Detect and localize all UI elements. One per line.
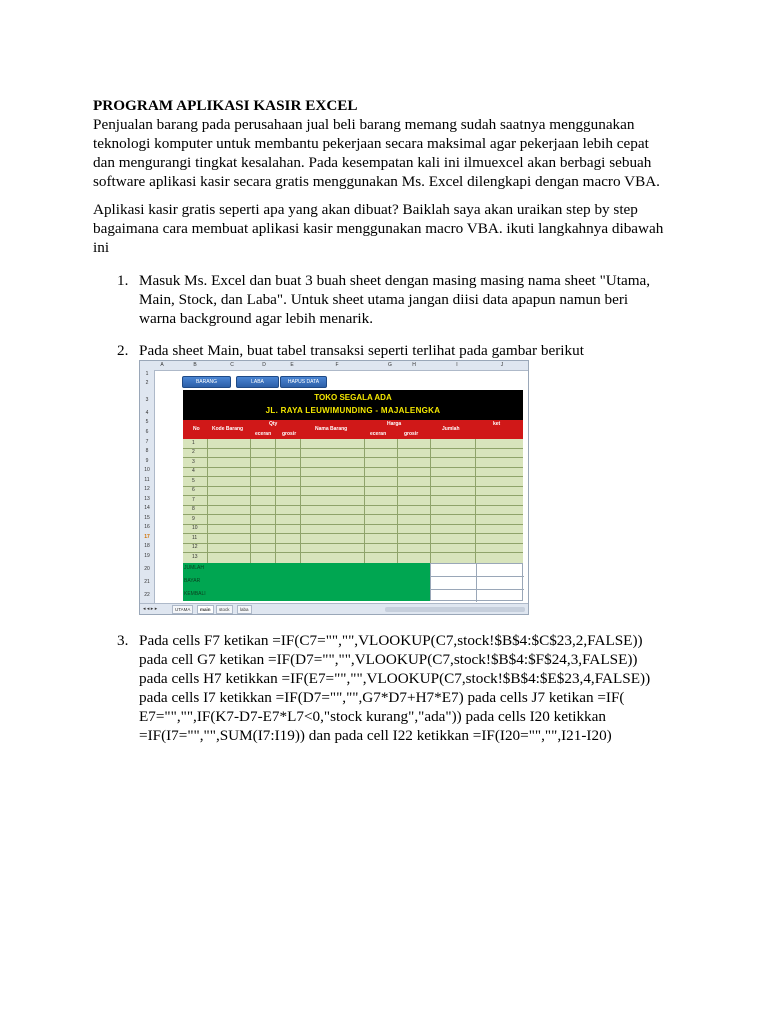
step-line: pada cells I7 ketikkan =IF(D7="","",G7*D7+H7*E7) pada cells J7 ketikan =IF(	[139, 689, 625, 706]
header-no: No	[193, 426, 200, 432]
summary-area	[183, 563, 430, 601]
column-header: H	[412, 362, 416, 368]
item-number: 4	[192, 468, 195, 474]
grid-line	[183, 476, 523, 477]
grid-line	[183, 514, 523, 515]
row-number: 8	[145, 448, 149, 454]
item-number: 10	[192, 525, 198, 531]
column-header: A	[160, 362, 164, 368]
row-number: 21	[144, 579, 150, 585]
intro-line: dan mengurangi tingkat kesalahan. Pada kesempatan kali ini ilmuexcel akan berbagi sebuah	[93, 154, 652, 171]
header-kode-barang: Kode Barang	[212, 426, 244, 432]
column-header: F	[335, 362, 339, 368]
grid-line	[183, 524, 523, 525]
header-harga-grosir: grosir	[404, 431, 419, 437]
column-header: C	[230, 362, 234, 368]
row-number: 9	[145, 458, 149, 464]
row-number: 10	[144, 467, 150, 473]
step-line: Pada sheet Main, buat tabel transaksi seperti terlihat pada gambar berikut	[139, 342, 584, 359]
table-header	[183, 420, 523, 439]
horizontal-scrollbar[interactable]	[385, 607, 525, 612]
step-number: 2.	[117, 342, 129, 359]
row-number: 2	[145, 380, 149, 386]
summary-label-jumlah: JUMLAH	[184, 565, 205, 571]
item-number: 3	[192, 459, 195, 465]
grid-line	[183, 543, 523, 544]
header-qty-grosir: grosir	[282, 431, 297, 437]
column-header: D	[262, 362, 266, 368]
row-number: 13	[144, 496, 150, 502]
row-number: 17	[144, 534, 150, 540]
store-banner	[183, 390, 523, 420]
row-number: 5	[145, 419, 149, 425]
step-number: 3.	[117, 632, 129, 649]
step-line: =IF(I7="","",SUM(I7:I19)) dan pada cell I22 ketikkan =IF(I20="","",I21-I20)	[139, 727, 612, 744]
header-harga: Harga	[387, 421, 402, 427]
sheet-tab-main[interactable]: main	[197, 605, 214, 614]
column-header: G	[388, 362, 392, 368]
row-number: 19	[144, 553, 150, 559]
sheet-tab-stock[interactable]: stock	[216, 605, 233, 614]
header-nama-barang: Nama Barang	[315, 426, 348, 432]
row-number: 16	[144, 524, 150, 530]
item-number: 11	[192, 535, 198, 541]
row-number: 11	[144, 477, 150, 483]
grid-line	[183, 486, 523, 487]
grid-line	[183, 448, 523, 449]
store-address: JL. RAYA LEUWIMUNDING - MAJALENGKA	[265, 406, 441, 415]
item-number: 2	[192, 449, 195, 455]
grid-line	[183, 457, 523, 458]
sheet-tab-bar	[140, 603, 528, 615]
sheet-tab-utama[interactable]: UTAMA	[172, 605, 193, 614]
row-number: 22	[144, 592, 150, 598]
row-number: 3	[145, 397, 149, 403]
intro-line: teknologi komputer untuk membantu pekerjaan secara maksimal agar pekerjaan lebih cepat	[93, 135, 649, 152]
row-number: 14	[144, 505, 150, 511]
step-line: E7="","",IF(K7-D7-E7*L7<0,"stock kurang","ada")) pada cells I20 ketikkan	[139, 708, 606, 725]
grid-line	[431, 576, 524, 577]
step-line: Main, Stock, dan Laba". Untuk sheet utama jangan diisi data apapun namun beri	[139, 291, 629, 308]
column-header: I	[456, 362, 458, 368]
row-number: 6	[145, 429, 149, 435]
barang-button[interactable]: BARANG	[182, 376, 231, 388]
grid-line	[183, 495, 523, 496]
paragraph-line: bagaimana cara membuat aplikasi kasir menggunakan macro VBA. ikuti langkahnya dibawah	[93, 220, 664, 237]
row-number: 12	[144, 486, 150, 492]
row-number: 15	[144, 515, 150, 521]
item-number: 6	[192, 487, 195, 493]
transaction-table-body	[183, 439, 523, 563]
intro-line: Penjualan barang pada perusahaan jual beli barang memang sudah saatnya menggunakan	[93, 116, 635, 133]
grid-line	[431, 589, 524, 590]
column-header: J	[500, 362, 504, 368]
header-qty: Qty	[269, 421, 278, 427]
header-jumlah: Jumlah	[442, 426, 460, 432]
store-name: TOKO SEGALA ADA	[314, 393, 392, 402]
row-number: 18	[144, 543, 150, 549]
item-number: 12	[192, 544, 198, 550]
column-header: E	[290, 362, 294, 368]
step-line: pada cell G7 ketikan =IF(D7="","",VLOOKUP(C7,stock!$B$4:$F$24,3,FALSE))	[139, 651, 638, 668]
item-number: 9	[192, 516, 195, 522]
header-qty-eceran: eceran	[255, 431, 272, 437]
column-header: B	[193, 362, 197, 368]
header-harga-eceran: eceran	[370, 431, 387, 437]
step-number: 1.	[117, 272, 129, 289]
document-title: PROGRAM APLIKASI KASIR EXCEL	[93, 97, 358, 114]
grid-line	[183, 533, 523, 534]
paragraph-line: Aplikasi kasir gratis seperti apa yang akan dibuat? Baiklah saya akan uraikan step by step	[93, 201, 638, 218]
intro-section	[93, 96, 683, 191]
step-line: Pada cells F7 ketikan =IF(C7="","",VLOOKUP(C7,stock!$B$4:$C$23,2,FALSE))	[139, 632, 643, 649]
spreadsheet-screenshot	[139, 360, 529, 615]
step-line: pada cells H7 ketikkan =IF(E7="","",VLOOKUP(C7,stock!$B$4:$E$23,4,FALSE))	[139, 670, 651, 687]
row-number: 1	[145, 371, 149, 377]
tab-nav-arrows-icon[interactable]: ◂ ◂ ▸ ▸	[143, 606, 158, 612]
summary-value-cells[interactable]	[430, 563, 523, 601]
laba-button[interactable]: LABA	[236, 376, 279, 388]
item-number: 7	[192, 497, 195, 503]
hapus-data-button[interactable]: HAPUS DATA	[280, 376, 327, 388]
paragraph-line: ini	[93, 239, 110, 256]
step-line: Masuk Ms. Excel dan buat 3 buah sheet dengan masing masing nama sheet "Utama,	[139, 272, 651, 289]
row-number: 20	[144, 566, 150, 572]
item-number: 13	[192, 554, 198, 560]
row-number: 7	[145, 439, 149, 445]
summary-label-bayar: BAYAR	[184, 578, 201, 584]
grid-line	[183, 505, 523, 506]
item-number: 1	[192, 440, 195, 446]
step-line: warna background agar lebih menarik.	[139, 310, 374, 327]
row-header-bar	[140, 370, 155, 603]
item-number: 8	[192, 506, 195, 512]
grid-line	[183, 467, 523, 468]
second-paragraph	[93, 200, 683, 257]
grid-line	[183, 552, 523, 553]
sheet-tab-laba[interactable]: laba	[237, 605, 252, 614]
header-ket: ket	[493, 421, 501, 427]
grid-line	[476, 564, 477, 602]
item-number: 5	[192, 478, 195, 484]
column-header-bar	[140, 361, 528, 371]
row-number: 4	[145, 410, 149, 416]
intro-line: software aplikasi kasir secara gratis menggunakan Ms. Excel dilengkapi dengan macro VBA.	[93, 173, 660, 190]
summary-label-kembali: KEMBALI	[184, 591, 206, 597]
